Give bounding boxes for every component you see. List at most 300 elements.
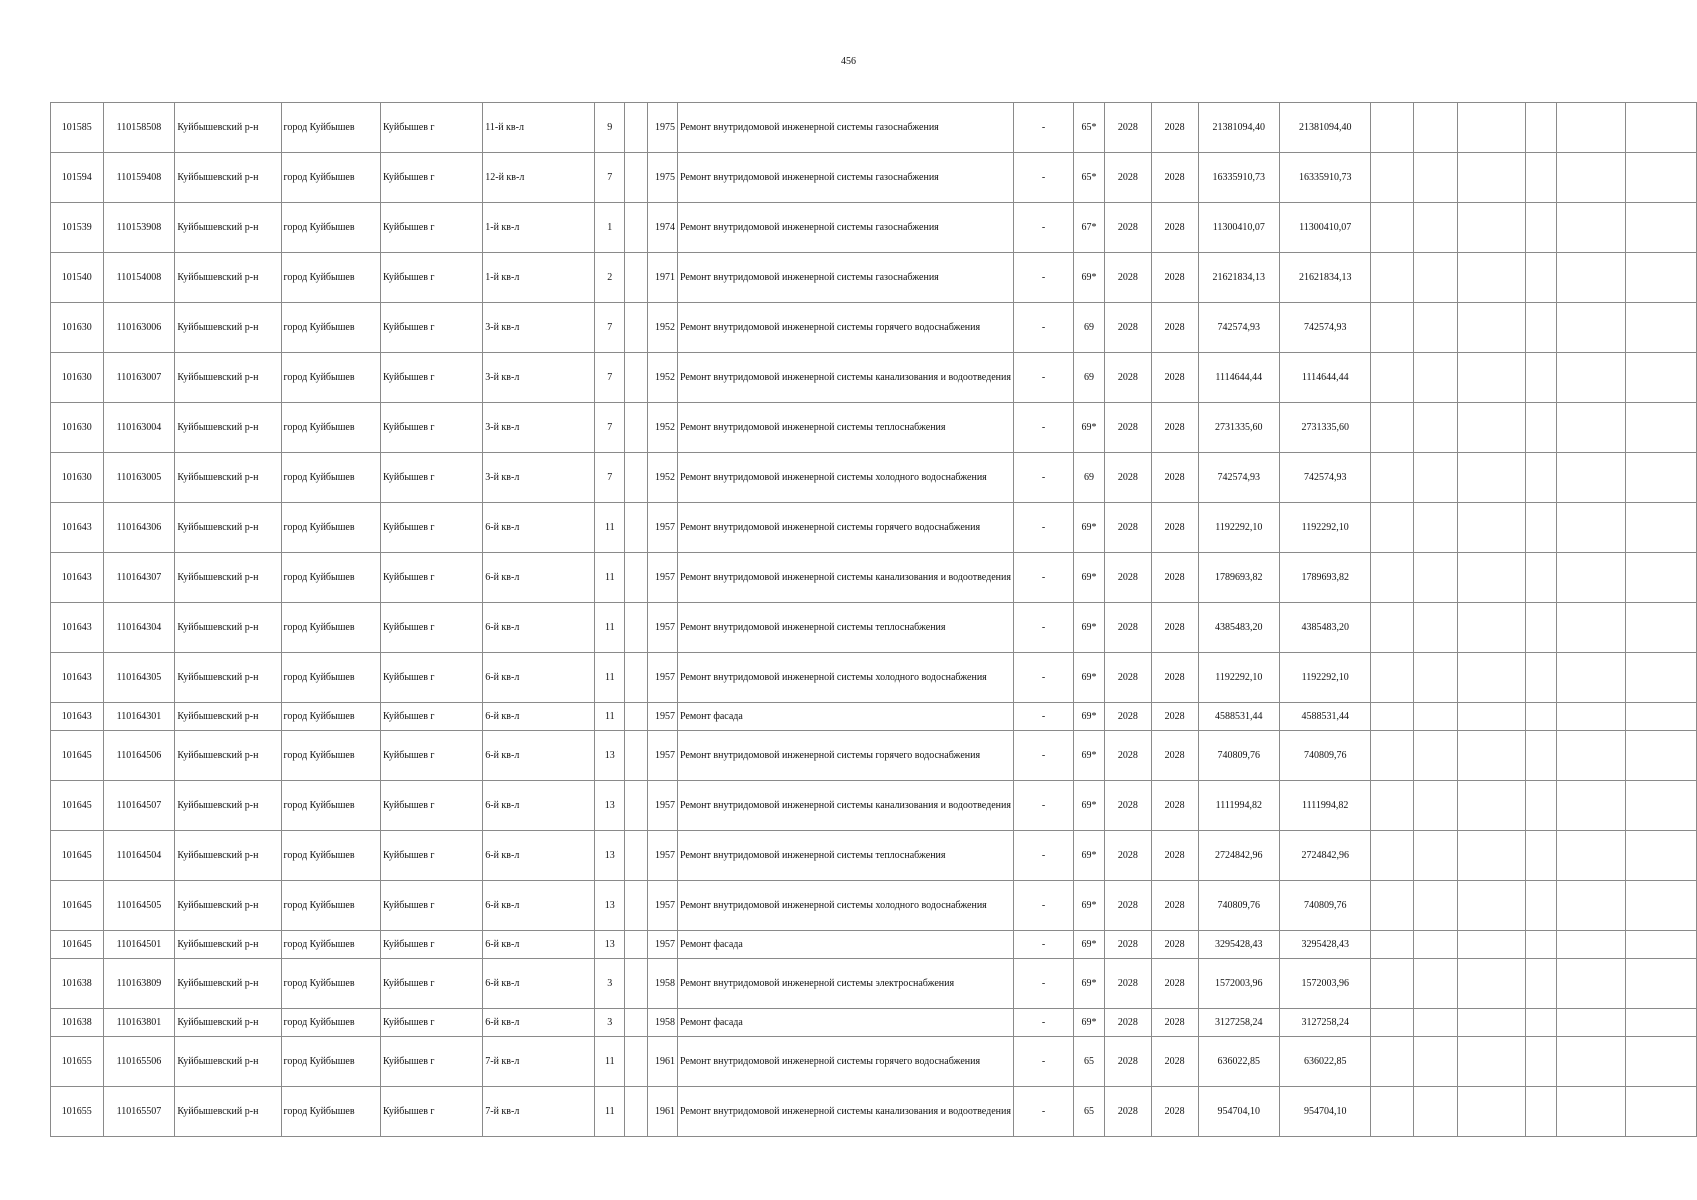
cell-empty (1457, 103, 1525, 153)
cell-house: 9 (595, 103, 625, 153)
cell-total: 4385483,20 (1279, 603, 1370, 653)
cell-id: 101645 (51, 731, 104, 781)
cell-total: 636022,85 (1279, 1037, 1370, 1087)
cell-year-start: 2028 (1104, 303, 1151, 353)
cell-empty (1371, 253, 1414, 303)
cell-empty (625, 103, 648, 153)
cell-dash: - (1013, 831, 1073, 881)
table-row (51, 153, 1697, 203)
cell-house: 7 (595, 303, 625, 353)
cell-empty (1457, 831, 1525, 881)
table-row (51, 1037, 1697, 1087)
cell-street: 6-й кв-л (483, 959, 595, 1009)
cell-dash: - (1013, 103, 1073, 153)
cell-empty (1457, 353, 1525, 403)
cell-empty (1414, 1009, 1458, 1037)
cell-year: 1958 (647, 959, 677, 1009)
cell-dash: - (1013, 653, 1073, 703)
cell-settlement: город Куйбышев (281, 153, 381, 203)
cell-empty (1457, 503, 1525, 553)
cell-empty (1371, 831, 1414, 881)
cell-total: 21621834,13 (1279, 253, 1370, 303)
cell-year-start: 2028 (1104, 881, 1151, 931)
cell-empty (1457, 603, 1525, 653)
cell-cost: 740809,76 (1198, 881, 1279, 931)
cell-empty (1625, 303, 1696, 353)
cell-wear: 69* (1074, 703, 1105, 731)
cell-cost: 21381094,40 (1198, 103, 1279, 153)
cell-street: 3-й кв-л (483, 403, 595, 453)
cell-year: 1952 (647, 353, 677, 403)
cell-empty (1457, 931, 1525, 959)
cell-year: 1961 (647, 1037, 677, 1087)
cell-empty (1556, 731, 1625, 781)
cell-city: Куйбышев г (381, 253, 483, 303)
cell-empty (1371, 653, 1414, 703)
cell-year-start: 2028 (1104, 653, 1151, 703)
cell-code: 110164504 (103, 831, 175, 881)
cell-code: 110153908 (103, 203, 175, 253)
cell-city: Куйбышев г (381, 153, 483, 203)
cell-cost: 740809,76 (1198, 731, 1279, 781)
cell-empty (1525, 881, 1556, 931)
cell-code: 110163007 (103, 353, 175, 403)
cell-city: Куйбышев г (381, 353, 483, 403)
cell-work-type: Ремонт внутридомовой инженерной системы холодного водоснабжения (677, 881, 1013, 931)
cell-year: 1957 (647, 931, 677, 959)
cell-street: 7-й кв-л (483, 1037, 595, 1087)
cell-wear: 69* (1074, 1009, 1105, 1037)
cell-house: 13 (595, 731, 625, 781)
cell-house: 2 (595, 253, 625, 303)
cell-empty (625, 959, 648, 1009)
cell-empty (1371, 781, 1414, 831)
cell-year: 1957 (647, 553, 677, 603)
cell-empty (1525, 303, 1556, 353)
cell-street: 1-й кв-л (483, 253, 595, 303)
cell-year-start: 2028 (1104, 931, 1151, 959)
cell-year: 1952 (647, 453, 677, 503)
cell-empty (1625, 603, 1696, 653)
cell-empty (625, 353, 648, 403)
cell-city: Куйбышев г (381, 503, 483, 553)
cell-wear: 69* (1074, 831, 1105, 881)
cell-year-start: 2028 (1104, 203, 1151, 253)
cell-empty (625, 1087, 648, 1137)
cell-year-end: 2028 (1151, 453, 1198, 503)
cell-empty (1457, 203, 1525, 253)
cell-code: 110165507 (103, 1087, 175, 1137)
cell-id: 101539 (51, 203, 104, 253)
cell-dash: - (1013, 781, 1073, 831)
cell-year-start: 2028 (1104, 503, 1151, 553)
cell-total: 742574,93 (1279, 453, 1370, 503)
cell-empty (1625, 931, 1696, 959)
table-row (51, 959, 1697, 1009)
cell-empty (1414, 503, 1458, 553)
cell-district: Куйбышевский р-н (175, 503, 281, 553)
cell-empty (1525, 553, 1556, 603)
table-row (51, 103, 1697, 153)
cell-empty (625, 403, 648, 453)
cell-empty (625, 453, 648, 503)
cell-district: Куйбышевский р-н (175, 1037, 281, 1087)
cell-total: 742574,93 (1279, 303, 1370, 353)
cell-dash: - (1013, 403, 1073, 453)
cell-settlement: город Куйбышев (281, 931, 381, 959)
cell-empty (1457, 403, 1525, 453)
cell-work-type: Ремонт внутридомовой инженерной системы газоснабжения (677, 153, 1013, 203)
cell-year-end: 2028 (1151, 503, 1198, 553)
cell-house: 11 (595, 603, 625, 653)
cell-id: 101638 (51, 1009, 104, 1037)
cell-empty (1525, 959, 1556, 1009)
cell-empty (1525, 831, 1556, 881)
cell-empty (1457, 731, 1525, 781)
cell-empty (1457, 1037, 1525, 1087)
cell-empty (1457, 253, 1525, 303)
cell-empty (1414, 553, 1458, 603)
cell-empty (1525, 1009, 1556, 1037)
cell-settlement: город Куйбышев (281, 703, 381, 731)
cell-empty (1371, 931, 1414, 959)
cell-work-type: Ремонт фасада (677, 703, 1013, 731)
cell-total: 2731335,60 (1279, 403, 1370, 453)
cell-cost: 4385483,20 (1198, 603, 1279, 653)
cell-empty (1625, 959, 1696, 1009)
cell-empty (1457, 453, 1525, 503)
cell-id: 101630 (51, 453, 104, 503)
cell-house: 11 (595, 1087, 625, 1137)
cell-total: 3295428,43 (1279, 931, 1370, 959)
cell-empty (1371, 881, 1414, 931)
cell-city: Куйбышев г (381, 931, 483, 959)
cell-empty (625, 1037, 648, 1087)
cell-street: 1-й кв-л (483, 203, 595, 253)
cell-total: 740809,76 (1279, 881, 1370, 931)
cell-dash: - (1013, 881, 1073, 931)
cell-cost: 636022,85 (1198, 1037, 1279, 1087)
cell-empty (1625, 503, 1696, 553)
cell-wear: 69 (1074, 353, 1105, 403)
cell-year-start: 2028 (1104, 153, 1151, 203)
cell-empty (1556, 453, 1625, 503)
cell-district: Куйбышевский р-н (175, 603, 281, 653)
cell-empty (1556, 103, 1625, 153)
cell-id: 101638 (51, 959, 104, 1009)
cell-wear: 69 (1074, 453, 1105, 503)
cell-year: 1952 (647, 403, 677, 453)
cell-empty (1371, 959, 1414, 1009)
cell-year-end: 2028 (1151, 931, 1198, 959)
cell-empty (1625, 353, 1696, 403)
cell-code: 110163801 (103, 1009, 175, 1037)
cell-house: 7 (595, 453, 625, 503)
cell-year: 1961 (647, 1087, 677, 1137)
cell-empty (1625, 1009, 1696, 1037)
cell-work-type: Ремонт внутридомовой инженерной системы горячего водоснабжения (677, 731, 1013, 781)
cell-street: 6-й кв-л (483, 781, 595, 831)
cell-city: Куйбышев г (381, 781, 483, 831)
cell-dash: - (1013, 153, 1073, 203)
cell-house: 1 (595, 203, 625, 253)
cell-wear: 69* (1074, 603, 1105, 653)
cell-year-start: 2028 (1104, 1037, 1151, 1087)
cell-work-type: Ремонт внутридомовой инженерной системы горячего водоснабжения (677, 1037, 1013, 1087)
cell-district: Куйбышевский р-н (175, 303, 281, 353)
cell-house: 7 (595, 353, 625, 403)
cell-empty (625, 153, 648, 203)
cell-city: Куйбышев г (381, 553, 483, 603)
table-row (51, 931, 1697, 959)
cell-wear: 65 (1074, 1087, 1105, 1137)
cell-year-end: 2028 (1151, 881, 1198, 931)
cell-empty (1457, 653, 1525, 703)
cell-wear: 69* (1074, 931, 1105, 959)
cell-code: 110158508 (103, 103, 175, 153)
cell-work-type: Ремонт внутридомовой инженерной системы канализования и водоотведения (677, 353, 1013, 403)
cell-house: 3 (595, 959, 625, 1009)
cell-empty (1525, 403, 1556, 453)
cell-empty (625, 703, 648, 731)
cell-house: 11 (595, 1037, 625, 1087)
cell-total: 954704,10 (1279, 1087, 1370, 1137)
cell-total: 11300410,07 (1279, 203, 1370, 253)
cell-dash: - (1013, 731, 1073, 781)
cell-street: 6-й кв-л (483, 703, 595, 731)
cell-year-end: 2028 (1151, 731, 1198, 781)
cell-cost: 2731335,60 (1198, 403, 1279, 453)
cell-district: Куйбышевский р-н (175, 831, 281, 881)
cell-year: 1957 (647, 731, 677, 781)
table-row (51, 553, 1697, 603)
cell-settlement: город Куйбышев (281, 353, 381, 403)
cell-work-type: Ремонт внутридомовой инженерной системы горячего водоснабжения (677, 303, 1013, 353)
table-row (51, 603, 1697, 653)
cell-empty (1556, 203, 1625, 253)
cell-year-start: 2028 (1104, 781, 1151, 831)
cell-work-type: Ремонт внутридомовой инженерной системы канализования и водоотведения (677, 553, 1013, 603)
cell-cost: 16335910,73 (1198, 153, 1279, 203)
cell-house: 7 (595, 153, 625, 203)
cell-empty (1525, 353, 1556, 403)
table-row (51, 1087, 1697, 1137)
cell-empty (1625, 203, 1696, 253)
cell-empty (1525, 603, 1556, 653)
cell-city: Куйбышев г (381, 731, 483, 781)
cell-year-end: 2028 (1151, 703, 1198, 731)
cell-code: 110163006 (103, 303, 175, 353)
cell-house: 3 (595, 1009, 625, 1037)
cell-work-type: Ремонт внутридомовой инженерной системы канализования и водоотведения (677, 1087, 1013, 1137)
cell-year-end: 2028 (1151, 203, 1198, 253)
cell-cost: 954704,10 (1198, 1087, 1279, 1137)
cell-year: 1974 (647, 203, 677, 253)
cell-street: 3-й кв-л (483, 453, 595, 503)
cell-wear: 65 (1074, 1037, 1105, 1087)
cell-empty (1556, 931, 1625, 959)
cell-empty (1525, 703, 1556, 731)
cell-street: 12-й кв-л (483, 153, 595, 203)
cell-year-start: 2028 (1104, 103, 1151, 153)
cell-city: Куйбышев г (381, 203, 483, 253)
cell-work-type: Ремонт внутридомовой инженерной системы холодного водоснабжения (677, 453, 1013, 503)
cell-house: 11 (595, 653, 625, 703)
cell-work-type: Ремонт внутридомовой инженерной системы теплоснабжения (677, 831, 1013, 881)
cell-code: 110164506 (103, 731, 175, 781)
cell-year: 1957 (647, 781, 677, 831)
cell-district: Куйбышевский р-н (175, 1009, 281, 1037)
cell-empty (1556, 1009, 1625, 1037)
cell-street: 3-й кв-л (483, 353, 595, 403)
cell-empty (1371, 453, 1414, 503)
cell-empty (625, 253, 648, 303)
cell-work-type: Ремонт фасада (677, 931, 1013, 959)
cell-empty (1414, 881, 1458, 931)
cell-street: 6-й кв-л (483, 831, 595, 881)
cell-street: 3-й кв-л (483, 303, 595, 353)
cell-year-start: 2028 (1104, 353, 1151, 403)
cell-empty (625, 203, 648, 253)
cell-year-end: 2028 (1151, 253, 1198, 303)
cell-settlement: город Куйбышев (281, 403, 381, 453)
cell-empty (1371, 1009, 1414, 1037)
cell-code: 110159408 (103, 153, 175, 203)
table-row (51, 253, 1697, 303)
cell-empty (1414, 781, 1458, 831)
cell-year-end: 2028 (1151, 103, 1198, 153)
table-row (51, 303, 1697, 353)
cell-empty (1556, 959, 1625, 1009)
cell-work-type: Ремонт внутридомовой инженерной системы газоснабжения (677, 253, 1013, 303)
cell-district: Куйбышевский р-н (175, 931, 281, 959)
cell-code: 110163005 (103, 453, 175, 503)
cell-empty (1556, 603, 1625, 653)
cell-settlement: город Куйбышев (281, 881, 381, 931)
cell-wear: 69* (1074, 253, 1105, 303)
cell-empty (1525, 1037, 1556, 1087)
cell-id: 101540 (51, 253, 104, 303)
cell-total: 16335910,73 (1279, 153, 1370, 203)
cell-empty (625, 931, 648, 959)
cell-city: Куйбышев г (381, 703, 483, 731)
cell-year: 1952 (647, 303, 677, 353)
cell-cost: 4588531,44 (1198, 703, 1279, 731)
cell-empty (1457, 1087, 1525, 1137)
cell-work-type: Ремонт внутридомовой инженерной системы канализования и водоотведения (677, 781, 1013, 831)
cell-empty (1556, 403, 1625, 453)
cell-house: 7 (595, 403, 625, 453)
cell-empty (625, 731, 648, 781)
cell-empty (1625, 731, 1696, 781)
cell-wear: 65* (1074, 103, 1105, 153)
cell-city: Куйбышев г (381, 831, 483, 881)
cell-work-type: Ремонт внутридомовой инженерной системы газоснабжения (677, 203, 1013, 253)
cell-id: 101585 (51, 103, 104, 153)
cell-dash: - (1013, 553, 1073, 603)
cell-cost: 1192292,10 (1198, 653, 1279, 703)
page-number: 456 (841, 56, 856, 67)
cell-district: Куйбышевский р-н (175, 253, 281, 303)
cell-year-end: 2028 (1151, 403, 1198, 453)
cell-empty (1525, 153, 1556, 203)
cell-empty (1414, 253, 1458, 303)
cell-empty (1414, 353, 1458, 403)
cell-code: 110154008 (103, 253, 175, 303)
cell-city: Куйбышев г (381, 881, 483, 931)
cell-wear: 69* (1074, 781, 1105, 831)
cell-empty (1556, 353, 1625, 403)
cell-house: 13 (595, 881, 625, 931)
cell-dash: - (1013, 959, 1073, 1009)
cell-year-start: 2028 (1104, 553, 1151, 603)
cell-dash: - (1013, 453, 1073, 503)
cell-year-start: 2028 (1104, 731, 1151, 781)
cell-wear: 69* (1074, 503, 1105, 553)
cell-city: Куйбышев г (381, 1087, 483, 1137)
cell-settlement: город Куйбышев (281, 831, 381, 881)
cell-code: 110164304 (103, 603, 175, 653)
cell-year-start: 2028 (1104, 703, 1151, 731)
cell-city: Куйбышев г (381, 959, 483, 1009)
cell-empty (1414, 403, 1458, 453)
cell-dash: - (1013, 203, 1073, 253)
cell-empty (1525, 453, 1556, 503)
cell-total: 1789693,82 (1279, 553, 1370, 603)
cell-street: 7-й кв-л (483, 1087, 595, 1137)
cell-district: Куйбышевский р-н (175, 653, 281, 703)
cell-wear: 69* (1074, 403, 1105, 453)
cell-empty (1371, 603, 1414, 653)
cell-cost: 3295428,43 (1198, 931, 1279, 959)
cell-empty (1371, 553, 1414, 603)
cell-year: 1958 (647, 1009, 677, 1037)
cell-year-end: 2028 (1151, 781, 1198, 831)
cell-settlement: город Куйбышев (281, 731, 381, 781)
table-row (51, 703, 1697, 731)
cell-year-start: 2028 (1104, 453, 1151, 503)
cell-cost: 11300410,07 (1198, 203, 1279, 253)
cell-house: 11 (595, 553, 625, 603)
cell-settlement: город Куйбышев (281, 203, 381, 253)
cell-empty (1556, 153, 1625, 203)
cell-empty (1371, 303, 1414, 353)
cell-empty (1525, 1087, 1556, 1137)
cell-empty (1525, 781, 1556, 831)
cell-empty (1525, 253, 1556, 303)
cell-code: 110165506 (103, 1037, 175, 1087)
cell-settlement: город Куйбышев (281, 1037, 381, 1087)
cell-work-type: Ремонт внутридомовой инженерной системы газоснабжения (677, 103, 1013, 153)
cell-dash: - (1013, 1087, 1073, 1137)
cell-house: 11 (595, 703, 625, 731)
cell-dash: - (1013, 353, 1073, 403)
cell-id: 101630 (51, 403, 104, 453)
cell-empty (1525, 931, 1556, 959)
cell-empty (1556, 653, 1625, 703)
cell-dash: - (1013, 1037, 1073, 1087)
cell-id: 101655 (51, 1087, 104, 1137)
cell-city: Куйбышев г (381, 1009, 483, 1037)
cell-year-end: 2028 (1151, 353, 1198, 403)
cell-empty (1457, 881, 1525, 931)
cell-empty (1371, 353, 1414, 403)
cell-wear: 65* (1074, 153, 1105, 203)
cell-total: 1114644,44 (1279, 353, 1370, 403)
cell-total: 21381094,40 (1279, 103, 1370, 153)
table-row (51, 1009, 1697, 1037)
cell-work-type: Ремонт внутридомовой инженерной системы теплоснабжения (677, 403, 1013, 453)
